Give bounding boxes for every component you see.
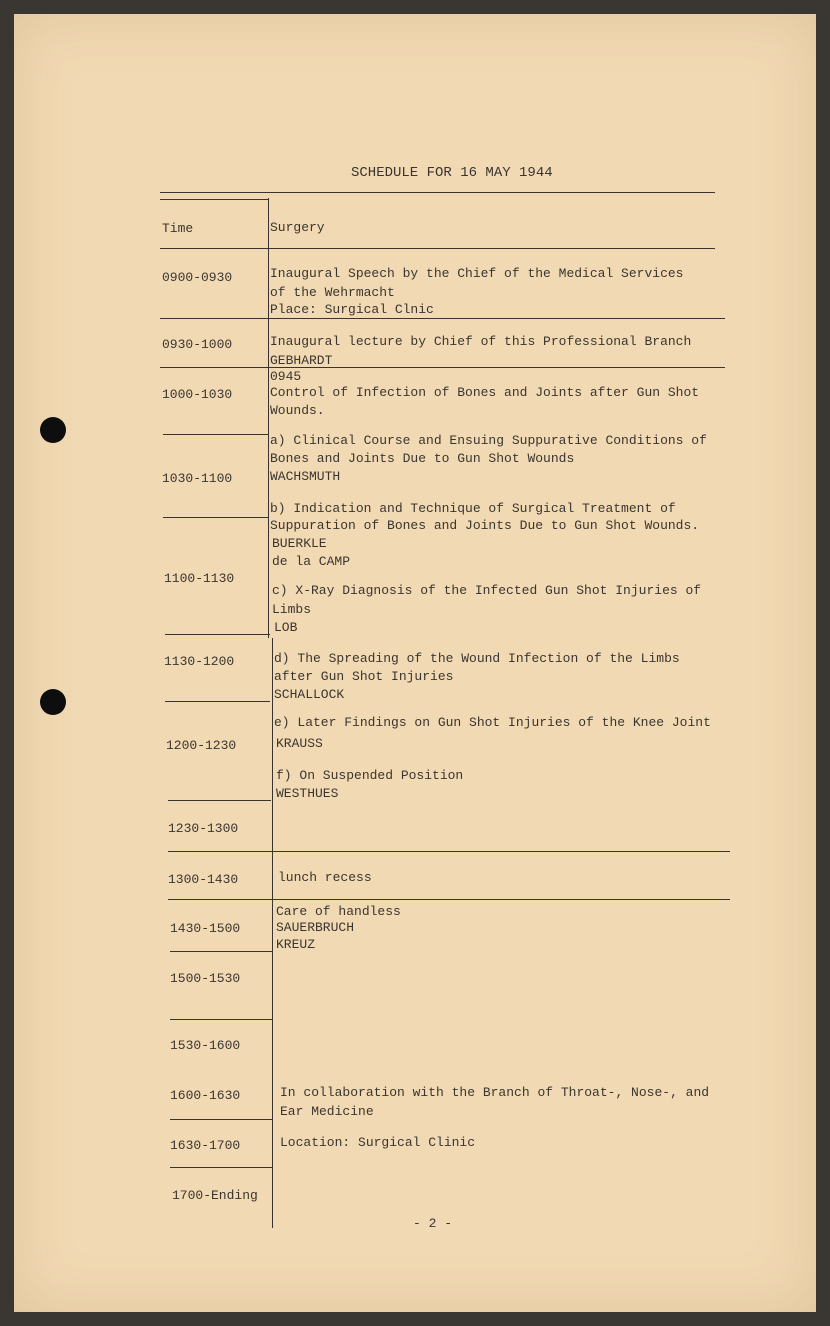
entry-line: Ear Medicine <box>280 1104 374 1119</box>
entry-line: after Gun Shot Injuries <box>274 669 454 684</box>
punch-hole <box>40 417 66 443</box>
rule <box>168 851 730 852</box>
rule <box>160 248 715 249</box>
entry-line: Suppuration of Bones and Joints Due to Gun Shot Wounds. <box>270 518 700 533</box>
page-title: SCHEDULE FOR 16 MAY 1944 <box>351 165 553 181</box>
time-cell: 1430-1500 <box>170 921 241 936</box>
column-divider <box>268 198 269 638</box>
entry-line: Inaugural Speech by the Chief of the Medical Services <box>270 266 684 281</box>
entry-line: Control of Infection of Bones and Joints after Gun Shot <box>270 385 700 400</box>
entry-line: Bones and Joints Due to Gun Shot Wounds <box>270 451 575 466</box>
entry-line: c) X-Ray Diagnosis of the Infected Gun Shot Injuries of <box>272 583 702 598</box>
entry-line: d) The Spreading of the Wound Infection of the Limbs <box>274 651 680 666</box>
rule <box>163 517 268 518</box>
column-divider <box>272 638 273 1228</box>
time-cell: 1700-Ending <box>172 1188 258 1203</box>
entry-line: WACHSMUTH <box>270 469 341 484</box>
entry-line: de la CAMP <box>272 554 351 569</box>
punch-hole <box>40 689 66 715</box>
rule <box>163 434 268 435</box>
time-cell: 1000-1030 <box>162 387 233 402</box>
rule <box>170 1119 273 1120</box>
entry-line: KRAUSS <box>276 736 323 751</box>
rule <box>160 318 725 319</box>
time-cell: 1130-1200 <box>164 654 235 669</box>
entry-line: a) Clinical Course and Ensuing Suppurative Conditions of <box>270 433 707 448</box>
entry-line: Wounds. <box>270 403 325 418</box>
rule <box>168 800 271 801</box>
rule <box>165 634 270 635</box>
rule <box>170 1019 273 1020</box>
rule <box>170 951 273 952</box>
entry-line: of the Wehrmacht <box>270 285 395 300</box>
entry-line: Limbs <box>272 602 312 617</box>
time-cell: 1300-1430 <box>168 872 239 887</box>
rule <box>160 199 268 200</box>
rule <box>168 899 730 900</box>
rule <box>160 192 715 193</box>
entry-line: SAUERBRUCH <box>276 920 355 935</box>
rule <box>165 701 270 702</box>
time-cell: 1200-1230 <box>166 738 237 753</box>
time-cell: 0900-0930 <box>162 270 233 285</box>
entry-line: BUERKLE <box>272 536 327 551</box>
time-cell: 1500-1530 <box>170 971 241 986</box>
time-cell: 1100-1130 <box>164 571 235 586</box>
header-time: Time <box>162 221 194 236</box>
entry-line: GEBHARDT <box>270 353 333 368</box>
entry-line: Place: Surgical Clnic <box>270 302 434 317</box>
entry-line: f) On Suspended Position <box>276 768 464 783</box>
entry-line: Inaugural lecture by Chief of this Professional Branch <box>270 334 692 349</box>
time-cell: 1230-1300 <box>168 821 239 836</box>
entry-line: b) Indication and Technique of Surgical Treatment of <box>270 501 676 516</box>
entry-line: In collaboration with the Branch of Throat-, Nose-, and <box>280 1085 710 1100</box>
time-cell: 1030-1100 <box>162 471 233 486</box>
rule <box>170 1167 273 1168</box>
entry-line: LOB <box>274 620 298 635</box>
entry-line: WESTHUES <box>276 786 339 801</box>
time-cell: 1530-1600 <box>170 1038 241 1053</box>
time-cell: 1600-1630 <box>170 1088 241 1103</box>
entry-line: Location: Surgical Clinic <box>280 1135 476 1150</box>
entry-line: lunch recess <box>278 870 372 885</box>
entry-line: Care of handless <box>276 904 401 919</box>
time-cell: 1630-1700 <box>170 1138 241 1153</box>
entry-line: SCHALLOCK <box>274 687 345 702</box>
header-subject: Surgery <box>270 220 325 235</box>
entry-line: KREUZ <box>276 937 316 952</box>
entry-line: 0945 <box>270 369 302 384</box>
page-number: - 2 - <box>413 1216 453 1231</box>
time-cell: 0930-1000 <box>162 337 233 352</box>
entry-line: e) Later Findings on Gun Shot Injuries of the Knee Joint <box>274 715 711 730</box>
rule <box>160 367 725 368</box>
